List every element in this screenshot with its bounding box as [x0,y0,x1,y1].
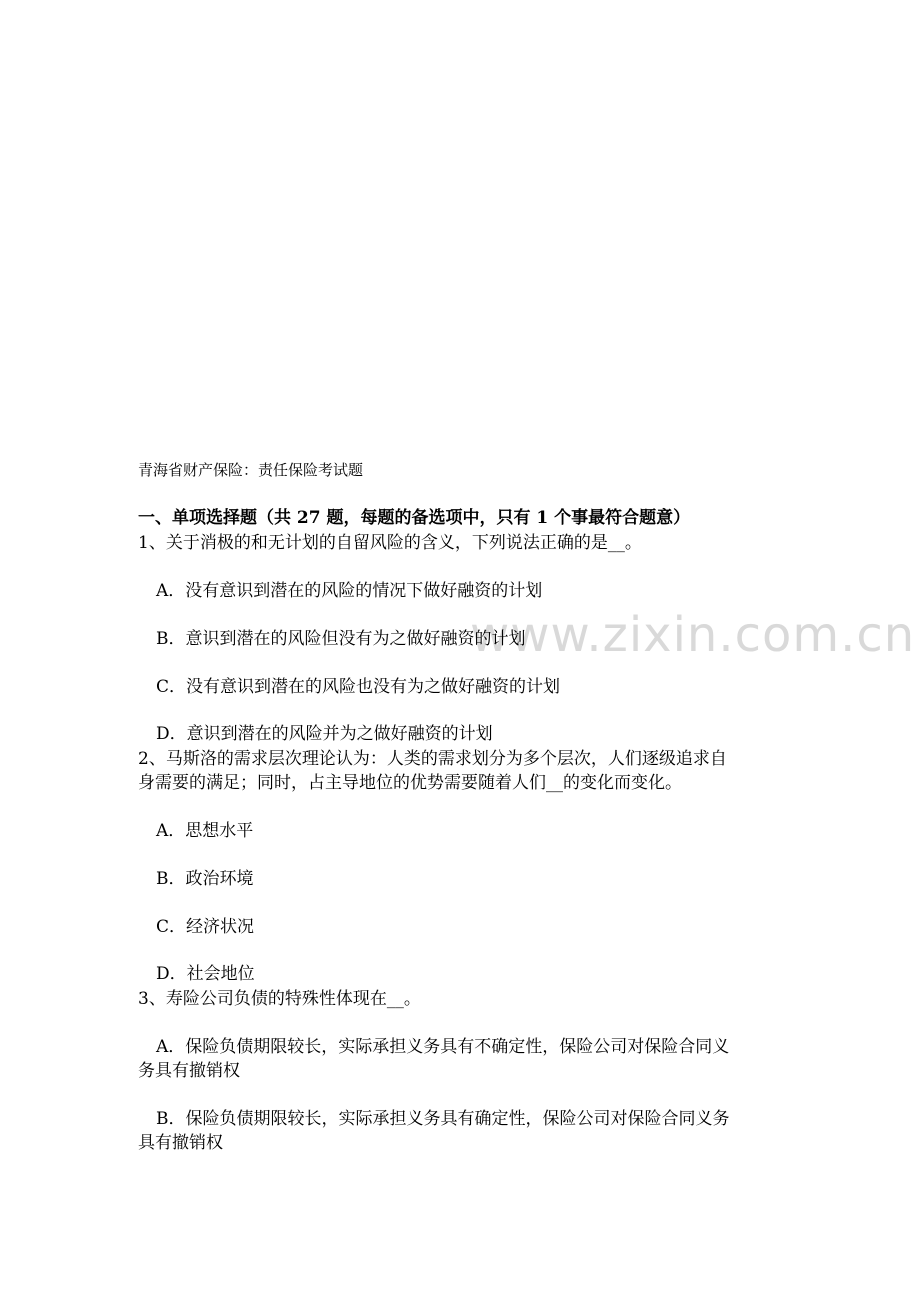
question-1-option-b: B．意识到潜在的风险但没有为之做好融资的计划 [156,629,526,649]
question-1-stem: 1、关于消极的和无计划的自留风险的含义，下列说法正确的是__。 [138,533,642,553]
question-2-option-b: B．政治环境 [156,869,254,889]
question-2-stem-line-2: 身需要的满足；同时，占主导地位的优势需要随着人们__的变化而变化。 [138,773,682,793]
document-title: 青海省财产保险：责任保险考试题 [138,461,364,479]
question-2-option-c: C．经济状况 [156,917,255,937]
question-1-option-d: D．意识到潜在的风险并为之做好融资的计划 [156,724,493,744]
question-3-stem: 3、寿险公司负债的特殊性体现在__。 [138,989,421,1009]
question-3-option-b-line-1: B．保险负债期限较长，实际承担义务具有确定性，保险公司对保险合同义务 [156,1109,730,1129]
section-heading: 一、单项选择题（共 27 题，每题的备选项中，只有 1 个事最符合题意） [138,508,691,528]
question-2-option-a: A．思想水平 [156,821,254,841]
question-3-option-b-line-2: 具有撤销权 [138,1133,223,1153]
question-2-option-d: D．社会地位 [156,964,255,984]
question-3-option-a-line-1: A．保险负债期限较长，实际承担义务具有不确定性，保险公司对保险合同义 [156,1037,730,1057]
question-3-option-a-line-2: 务具有撤销权 [138,1061,240,1081]
question-1-option-c: C．没有意识到潜在的风险也没有为之做好融资的计划 [156,677,561,697]
question-2-stem-line-1: 2、马斯洛的需求层次理论认为：人类的需求划分为多个层次，人们逐级追求自 [138,749,727,769]
watermark-text: www.zixin.com.cn [470,607,916,663]
question-1-option-a: A．没有意识到潜在的风险的情况下做好融资的计划 [156,581,543,601]
